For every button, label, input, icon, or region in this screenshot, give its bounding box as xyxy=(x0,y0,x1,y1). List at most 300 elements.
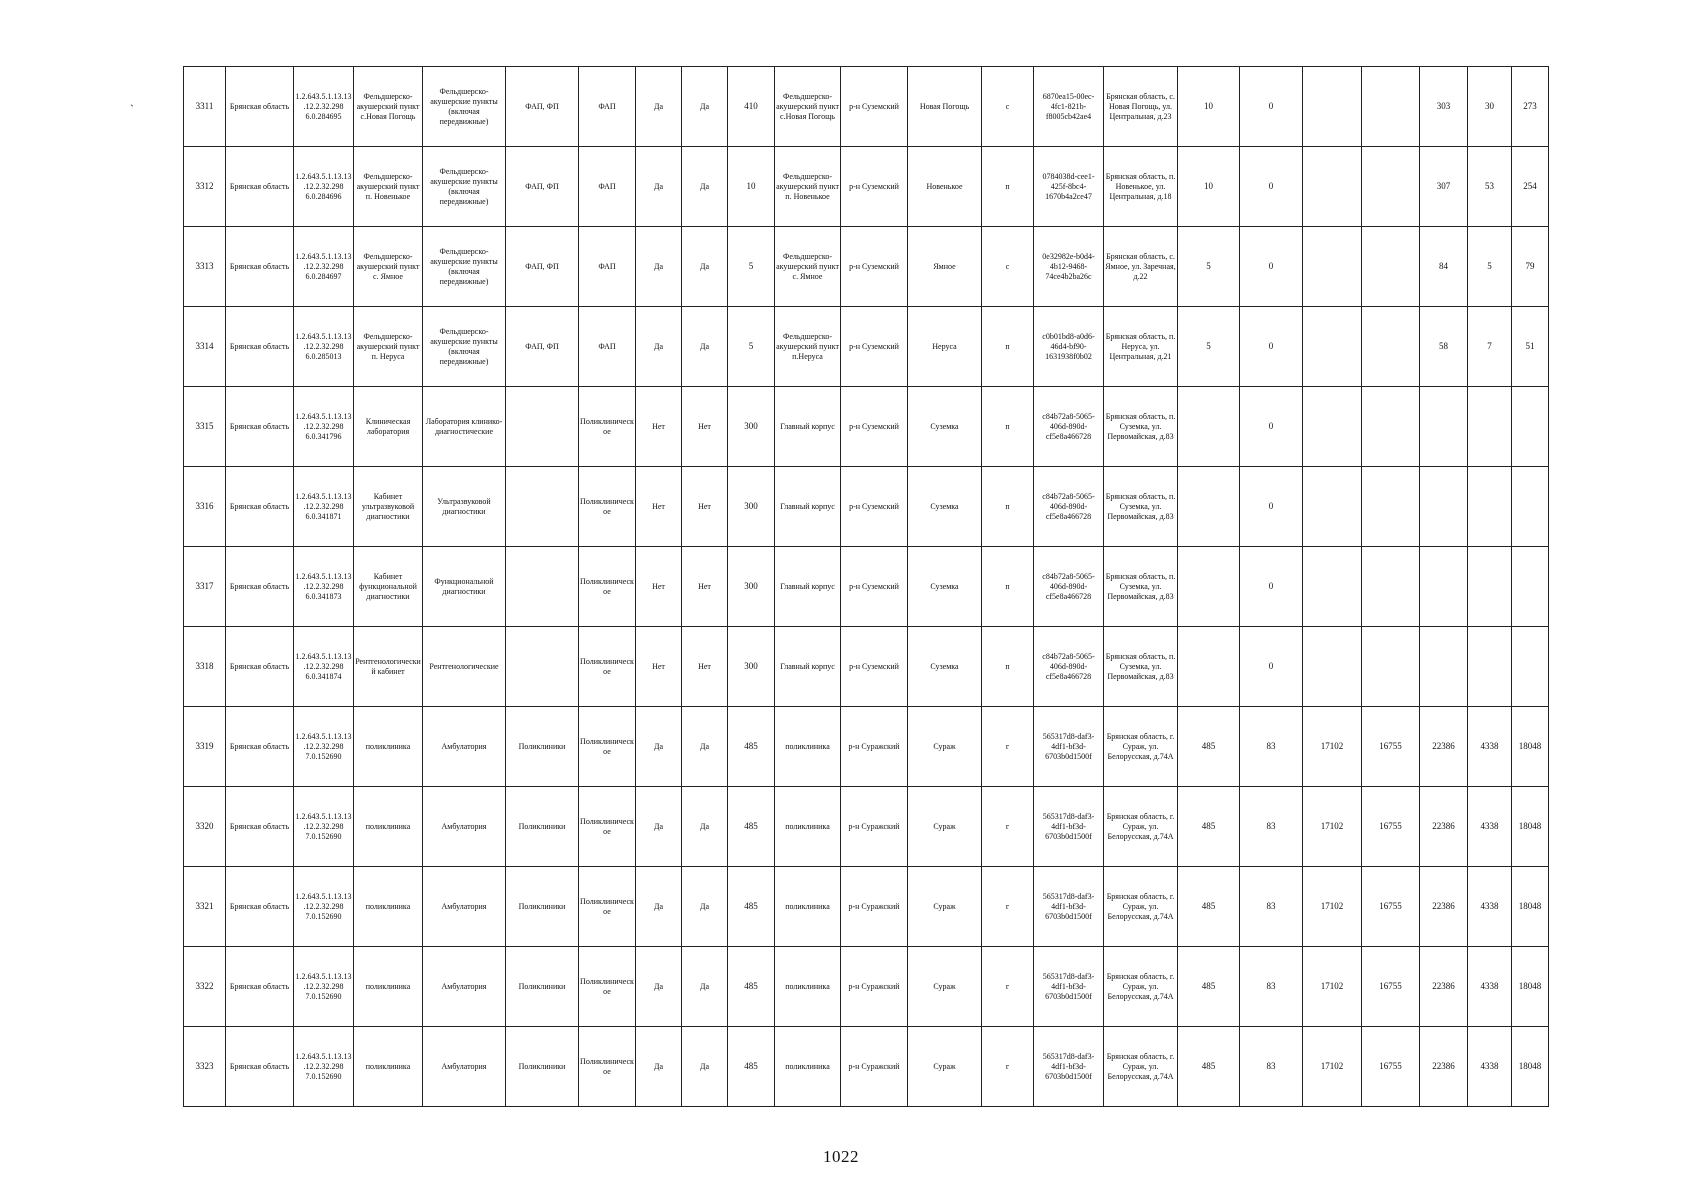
count-d-cell xyxy=(1362,147,1420,227)
care-type-cell: Поликлиническое xyxy=(579,1027,636,1107)
building-name-cell: поликлиника xyxy=(775,1027,841,1107)
region-cell: Брянская область xyxy=(226,147,294,227)
address-cell: Брянская область, п. Неруса, ул. Центральная, д.21 xyxy=(1104,307,1178,387)
settlement-type-cell: п xyxy=(982,467,1034,547)
count-g-cell: 51 xyxy=(1512,307,1549,387)
org-type-cell: Поликлиники xyxy=(506,707,579,787)
count-f-cell: 4338 xyxy=(1468,867,1512,947)
care-type-cell: ФАП xyxy=(579,67,636,147)
count-g-cell: 18048 xyxy=(1512,787,1549,867)
settlement-type-cell: п xyxy=(982,627,1034,707)
count-c-cell xyxy=(1303,307,1362,387)
org-type-cell: Поликлиники xyxy=(506,787,579,867)
building-name-cell: поликлиника xyxy=(775,947,841,1027)
settlement-cell: Суземка xyxy=(908,627,982,707)
count-g-cell xyxy=(1512,467,1549,547)
count-f-cell: 4338 xyxy=(1468,707,1512,787)
flag-b-cell: Да xyxy=(682,307,728,387)
oid-code-cell: 1.2.643.5.1.13.13.12.2.32.298 6.0.285013 xyxy=(294,307,354,387)
building-name-cell: поликлиника xyxy=(775,707,841,787)
settlement-cell: Сураж xyxy=(908,787,982,867)
unit-name-cell: поликлиника xyxy=(354,947,423,1027)
address-cell: Брянская область, г. Сураж, ул. Белорусская, д.74А xyxy=(1104,947,1178,1027)
flag-a-cell: Да xyxy=(636,947,682,1027)
oid-code-cell: 1.2.643.5.1.13.13.12.2.32.298 6.0.284696 xyxy=(294,147,354,227)
org-type-cell: Поликлиники xyxy=(506,947,579,1027)
settlement-cell: Сураж xyxy=(908,867,982,947)
count-f-cell: 53 xyxy=(1468,147,1512,227)
unit-name-cell: Фельдшерско-акушерский пункт с.Новая Погощь xyxy=(354,67,423,147)
count-c-cell: 17102 xyxy=(1303,867,1362,947)
building-name-cell: Фельдшерско-акушерский пункт п.Неруса xyxy=(775,307,841,387)
count-e-cell: 22386 xyxy=(1420,867,1468,947)
unit-name-cell: Фельдшерско-акушерский пункт п. Новенькое xyxy=(354,147,423,227)
flag-b-cell: Да xyxy=(682,147,728,227)
count-f-cell xyxy=(1468,547,1512,627)
count-b-cell: 83 xyxy=(1240,867,1303,947)
count-a-cell: 485 xyxy=(1178,867,1240,947)
district-cell: р-н Суражский xyxy=(841,787,908,867)
count-b-cell: 0 xyxy=(1240,147,1303,227)
unit-name-cell: поликлиника xyxy=(354,867,423,947)
table-row xyxy=(184,387,1549,467)
capacity-cell: 485 xyxy=(728,867,775,947)
settlement-type-cell: г xyxy=(982,867,1034,947)
oid-code-cell: 1.2.643.5.1.13.13.12.2.32.298 7.0.152690 xyxy=(294,787,354,867)
address-cell: Брянская область, г. Сураж, ул. Белорусская, д.74А xyxy=(1104,707,1178,787)
count-a-cell: 485 xyxy=(1178,787,1240,867)
capacity-cell: 5 xyxy=(728,227,775,307)
table-row xyxy=(184,1027,1549,1107)
count-g-cell xyxy=(1512,627,1549,707)
capacity-cell: 485 xyxy=(728,707,775,787)
unit-type-cell: Амбулатория xyxy=(423,947,506,1027)
count-a-cell: 10 xyxy=(1178,67,1240,147)
row-number-cell: 3322 xyxy=(184,947,226,1027)
capacity-cell: 5 xyxy=(728,307,775,387)
count-c-cell xyxy=(1303,147,1362,227)
building-name-cell: Главный корпус xyxy=(775,467,841,547)
row-number-cell: 3314 xyxy=(184,307,226,387)
count-d-cell xyxy=(1362,227,1420,307)
address-cell: Брянская область, п. Суземка, ул. Первомайская, д.83 xyxy=(1104,627,1178,707)
building-name-cell: поликлиника xyxy=(775,787,841,867)
care-type-cell: ФАП xyxy=(579,307,636,387)
count-g-cell: 18048 xyxy=(1512,707,1549,787)
count-e-cell xyxy=(1420,387,1468,467)
row-number-cell: 3323 xyxy=(184,1027,226,1107)
count-b-cell: 83 xyxy=(1240,947,1303,1027)
count-f-cell xyxy=(1468,627,1512,707)
flag-a-cell: Да xyxy=(636,147,682,227)
capacity-cell: 300 xyxy=(728,627,775,707)
capacity-cell: 410 xyxy=(728,67,775,147)
table-row xyxy=(184,147,1549,227)
settlement-cell: Ямное xyxy=(908,227,982,307)
address-cell: Брянская область, с. Новая Погощь, ул. Центральная, д.23 xyxy=(1104,67,1178,147)
table-row xyxy=(184,547,1549,627)
count-f-cell xyxy=(1468,467,1512,547)
district-cell: р-н Суземский xyxy=(841,147,908,227)
table-row xyxy=(184,947,1549,1027)
flag-b-cell: Нет xyxy=(682,467,728,547)
building-name-cell: Фельдшерско-акушерский пункт с.Новая Погощь xyxy=(775,67,841,147)
district-cell: р-н Суземский xyxy=(841,467,908,547)
care-type-cell: Поликлиническое xyxy=(579,947,636,1027)
count-a-cell: 5 xyxy=(1178,227,1240,307)
capacity-cell: 485 xyxy=(728,787,775,867)
unit-type-cell: Ультразвуковой диагностики xyxy=(423,467,506,547)
count-d-cell xyxy=(1362,547,1420,627)
district-cell: р-н Суземский xyxy=(841,387,908,467)
settlement-cell: Суземка xyxy=(908,547,982,627)
flag-b-cell: Да xyxy=(682,867,728,947)
oid-code-cell: 1.2.643.5.1.13.13.12.2.32.298 6.0.341873 xyxy=(294,547,354,627)
count-g-cell: 273 xyxy=(1512,67,1549,147)
org-type-cell: Поликлиники xyxy=(506,867,579,947)
count-d-cell: 16755 xyxy=(1362,947,1420,1027)
registry-table xyxy=(183,66,1549,1107)
count-g-cell: 18048 xyxy=(1512,947,1549,1027)
count-f-cell: 7 xyxy=(1468,307,1512,387)
fias-guid-cell: 565317d8-daf3-4df1-bf3d-6703b0d1500f xyxy=(1034,787,1104,867)
flag-b-cell: Да xyxy=(682,707,728,787)
region-cell: Брянская область xyxy=(226,947,294,1027)
flag-a-cell: Нет xyxy=(636,547,682,627)
row-number-cell: 3313 xyxy=(184,227,226,307)
count-a-cell xyxy=(1178,627,1240,707)
region-cell: Брянская область xyxy=(226,787,294,867)
count-f-cell: 5 xyxy=(1468,227,1512,307)
fias-guid-cell: 565317d8-daf3-4df1-bf3d-6703b0d1500f xyxy=(1034,947,1104,1027)
count-e-cell: 58 xyxy=(1420,307,1468,387)
address-cell: Брянская область, г. Сураж, ул. Белорусская, д.74А xyxy=(1104,1027,1178,1107)
care-type-cell: Поликлиническое xyxy=(579,787,636,867)
count-c-cell xyxy=(1303,547,1362,627)
row-number-cell: 3311 xyxy=(184,67,226,147)
fias-guid-cell: 0784038d-cee1-425f-8bc4-1670b4a2ce47 xyxy=(1034,147,1104,227)
row-number-cell: 3318 xyxy=(184,627,226,707)
district-cell: р-н Суземский xyxy=(841,627,908,707)
count-e-cell: 303 xyxy=(1420,67,1468,147)
region-cell: Брянская область xyxy=(226,307,294,387)
count-g-cell: 79 xyxy=(1512,227,1549,307)
row-number-cell: 3320 xyxy=(184,787,226,867)
building-name-cell: Главный корпус xyxy=(775,387,841,467)
unit-name-cell: Фельдшерско-акушерский пункт п. Неруса xyxy=(354,307,423,387)
unit-type-cell: Амбулатория xyxy=(423,867,506,947)
settlement-type-cell: п xyxy=(982,547,1034,627)
region-cell: Брянская область xyxy=(226,1027,294,1107)
district-cell: р-н Суражский xyxy=(841,867,908,947)
fias-guid-cell: c0b01bd8-a0d6-46d4-bf90-1631938f0b02 xyxy=(1034,307,1104,387)
capacity-cell: 10 xyxy=(728,147,775,227)
care-type-cell: ФАП xyxy=(579,227,636,307)
count-d-cell: 16755 xyxy=(1362,707,1420,787)
unit-name-cell: поликлиника xyxy=(354,707,423,787)
count-b-cell: 0 xyxy=(1240,627,1303,707)
count-c-cell: 17102 xyxy=(1303,947,1362,1027)
unit-name-cell: Кабинет ультразвуковой диагностики xyxy=(354,467,423,547)
flag-b-cell: Да xyxy=(682,947,728,1027)
table-row xyxy=(184,867,1549,947)
oid-code-cell: 1.2.643.5.1.13.13.12.2.32.298 7.0.152690 xyxy=(294,867,354,947)
page-number: 1022 xyxy=(823,1147,859,1166)
count-c-cell xyxy=(1303,67,1362,147)
row-number-cell: 3316 xyxy=(184,467,226,547)
district-cell: р-н Суземский xyxy=(841,227,908,307)
flag-b-cell: Да xyxy=(682,787,728,867)
unit-name-cell: поликлиника xyxy=(354,1027,423,1107)
count-e-cell: 84 xyxy=(1420,227,1468,307)
count-a-cell: 485 xyxy=(1178,947,1240,1027)
unit-name-cell: Фельдшерско-акушерский пункт с. Ямное xyxy=(354,227,423,307)
settlement-cell: Новая Погощь xyxy=(908,67,982,147)
flag-a-cell: Да xyxy=(636,307,682,387)
settlement-type-cell: г xyxy=(982,947,1034,1027)
capacity-cell: 300 xyxy=(728,387,775,467)
unit-type-cell: Функциональной диагностики xyxy=(423,547,506,627)
unit-type-cell: Амбулатория xyxy=(423,1027,506,1107)
settlement-cell: Новенькое xyxy=(908,147,982,227)
table-row xyxy=(184,467,1549,547)
settlement-type-cell: п xyxy=(982,307,1034,387)
unit-name-cell: Клиническая лаборатория xyxy=(354,387,423,467)
flag-b-cell: Да xyxy=(682,1027,728,1107)
fias-guid-cell: 0e32982e-b0d4-4b12-9468-74ce4b2ba26c xyxy=(1034,227,1104,307)
care-type-cell: Поликлиническое xyxy=(579,867,636,947)
address-cell: Брянская область, г. Сураж, ул. Белорусская, д.74А xyxy=(1104,787,1178,867)
settlement-cell: Сураж xyxy=(908,707,982,787)
capacity-cell: 485 xyxy=(728,947,775,1027)
count-g-cell: 254 xyxy=(1512,147,1549,227)
unit-type-cell: Амбулатория xyxy=(423,787,506,867)
count-d-cell: 16755 xyxy=(1362,867,1420,947)
address-cell: Брянская область, с. Ямное, ул. Заречная, д.22 xyxy=(1104,227,1178,307)
settlement-type-cell: п xyxy=(982,147,1034,227)
address-cell: Брянская область, п. Суземка, ул. Первомайская, д.83 xyxy=(1104,387,1178,467)
fias-guid-cell: c84b72a8-5065-406d-890d-cf5e8a466728 xyxy=(1034,387,1104,467)
count-e-cell: 307 xyxy=(1420,147,1468,227)
region-cell: Брянская область xyxy=(226,467,294,547)
count-d-cell xyxy=(1362,307,1420,387)
count-f-cell: 4338 xyxy=(1468,947,1512,1027)
oid-code-cell: 1.2.643.5.1.13.13.12.2.32.298 6.0.341874 xyxy=(294,627,354,707)
count-e-cell: 22386 xyxy=(1420,787,1468,867)
region-cell: Брянская область xyxy=(226,867,294,947)
count-a-cell xyxy=(1178,547,1240,627)
count-c-cell: 17102 xyxy=(1303,707,1362,787)
count-e-cell: 22386 xyxy=(1420,1027,1468,1107)
count-g-cell xyxy=(1512,387,1549,467)
address-cell: Брянская область, п. Новенькое, ул. Центральная, д.18 xyxy=(1104,147,1178,227)
district-cell: р-н Суражский xyxy=(841,707,908,787)
settlement-cell: Сураж xyxy=(908,947,982,1027)
count-c-cell xyxy=(1303,227,1362,307)
flag-a-cell: Да xyxy=(636,787,682,867)
count-e-cell: 22386 xyxy=(1420,947,1468,1027)
table-row xyxy=(184,307,1549,387)
page-mark: ` xyxy=(130,102,134,116)
settlement-cell: Суземка xyxy=(908,467,982,547)
unit-name-cell: Кабинет функциональной диагностики xyxy=(354,547,423,627)
settlement-type-cell: с xyxy=(982,67,1034,147)
row-number-cell: 3319 xyxy=(184,707,226,787)
count-c-cell xyxy=(1303,467,1362,547)
district-cell: р-н Суземский xyxy=(841,547,908,627)
unit-name-cell: поликлиника xyxy=(354,787,423,867)
org-type-cell: ФАП, ФП xyxy=(506,67,579,147)
region-cell: Брянская область xyxy=(226,67,294,147)
unit-type-cell: Рентгенологические xyxy=(423,627,506,707)
care-type-cell: Поликлиническое xyxy=(579,387,636,467)
building-name-cell: Главный корпус xyxy=(775,547,841,627)
flag-a-cell: Нет xyxy=(636,387,682,467)
address-cell: Брянская область, п. Суземка, ул. Первомайская, д.83 xyxy=(1104,467,1178,547)
count-c-cell: 17102 xyxy=(1303,787,1362,867)
settlement-type-cell: с xyxy=(982,227,1034,307)
address-cell: Брянская область, п. Суземка, ул. Первомайская, д.83 xyxy=(1104,547,1178,627)
row-number-cell: 3317 xyxy=(184,547,226,627)
count-c-cell: 17102 xyxy=(1303,1027,1362,1107)
count-e-cell xyxy=(1420,467,1468,547)
unit-type-cell: Фельдшерско-акушерские пункты (включая передвижные) xyxy=(423,67,506,147)
settlement-cell: Неруса xyxy=(908,307,982,387)
count-a-cell: 485 xyxy=(1178,1027,1240,1107)
unit-type-cell: Фельдшерско-акушерские пункты (включая передвижные) xyxy=(423,307,506,387)
flag-b-cell: Нет xyxy=(682,547,728,627)
region-cell: Брянская область xyxy=(226,707,294,787)
table-row xyxy=(184,627,1549,707)
count-g-cell xyxy=(1512,547,1549,627)
row-number-cell: 3315 xyxy=(184,387,226,467)
care-type-cell: Поликлиническое xyxy=(579,627,636,707)
count-c-cell xyxy=(1303,627,1362,707)
care-type-cell: ФАП xyxy=(579,147,636,227)
oid-code-cell: 1.2.643.5.1.13.13.12.2.32.298 7.0.152690 xyxy=(294,707,354,787)
settlement-cell: Суземка xyxy=(908,387,982,467)
settlement-type-cell: г xyxy=(982,1027,1034,1107)
region-cell: Брянская область xyxy=(226,387,294,467)
fias-guid-cell: 565317d8-daf3-4df1-bf3d-6703b0d1500f xyxy=(1034,1027,1104,1107)
district-cell: р-н Суражский xyxy=(841,947,908,1027)
count-a-cell: 5 xyxy=(1178,307,1240,387)
region-cell: Брянская область xyxy=(226,547,294,627)
org-type-cell xyxy=(506,547,579,627)
count-a-cell: 10 xyxy=(1178,147,1240,227)
oid-code-cell: 1.2.643.5.1.13.13.12.2.32.298 7.0.152690 xyxy=(294,947,354,1027)
count-g-cell: 18048 xyxy=(1512,1027,1549,1107)
org-type-cell xyxy=(506,627,579,707)
fias-guid-cell: 6870ea15-00ec-4fc1-821b-f8005cb42ae4 xyxy=(1034,67,1104,147)
unit-type-cell: Фельдшерско-акушерские пункты (включая передвижные) xyxy=(423,227,506,307)
table-row xyxy=(184,787,1549,867)
settlement-type-cell: г xyxy=(982,787,1034,867)
building-name-cell: Главный корпус xyxy=(775,627,841,707)
count-a-cell: 485 xyxy=(1178,707,1240,787)
count-b-cell: 0 xyxy=(1240,547,1303,627)
flag-a-cell: Да xyxy=(636,67,682,147)
table-row xyxy=(184,67,1549,147)
care-type-cell: Поликлиническое xyxy=(579,467,636,547)
count-b-cell: 0 xyxy=(1240,387,1303,467)
fias-guid-cell: 565317d8-daf3-4df1-bf3d-6703b0d1500f xyxy=(1034,867,1104,947)
count-b-cell: 0 xyxy=(1240,307,1303,387)
oid-code-cell: 1.2.643.5.1.13.13.12.2.32.298 6.0.341871 xyxy=(294,467,354,547)
unit-type-cell: Лаборатория клинико-диагностические xyxy=(423,387,506,467)
count-d-cell: 16755 xyxy=(1362,1027,1420,1107)
unit-type-cell: Фельдшерско-акушерские пункты (включая передвижные) xyxy=(423,147,506,227)
building-name-cell: поликлиника xyxy=(775,867,841,947)
org-type-cell: Поликлиники xyxy=(506,1027,579,1107)
org-type-cell: ФАП, ФП xyxy=(506,147,579,227)
count-b-cell: 0 xyxy=(1240,467,1303,547)
fias-guid-cell: 565317d8-daf3-4df1-bf3d-6703b0d1500f xyxy=(1034,707,1104,787)
unit-type-cell: Амбулатория xyxy=(423,707,506,787)
org-type-cell xyxy=(506,467,579,547)
count-f-cell xyxy=(1468,387,1512,467)
fias-guid-cell: c84b72a8-5065-406d-890d-cf5e8a466728 xyxy=(1034,547,1104,627)
count-b-cell: 83 xyxy=(1240,787,1303,867)
count-d-cell xyxy=(1362,627,1420,707)
care-type-cell: Поликлиническое xyxy=(579,547,636,627)
count-e-cell xyxy=(1420,627,1468,707)
settlement-type-cell: п xyxy=(982,387,1034,467)
flag-b-cell: Нет xyxy=(682,387,728,467)
count-d-cell xyxy=(1362,467,1420,547)
count-d-cell xyxy=(1362,387,1420,467)
district-cell: р-н Суражский xyxy=(841,1027,908,1107)
org-type-cell: ФАП, ФП xyxy=(506,227,579,307)
building-name-cell: Фельдшерско-акушерский пункт п. Новенькое xyxy=(775,147,841,227)
district-cell: р-н Суземский xyxy=(841,307,908,387)
flag-a-cell: Да xyxy=(636,867,682,947)
count-b-cell: 0 xyxy=(1240,227,1303,307)
region-cell: Брянская область xyxy=(226,627,294,707)
table-row xyxy=(184,227,1549,307)
unit-name-cell: Рентгенологический кабинет xyxy=(354,627,423,707)
count-b-cell: 83 xyxy=(1240,1027,1303,1107)
count-a-cell xyxy=(1178,467,1240,547)
flag-a-cell: Да xyxy=(636,227,682,307)
flag-b-cell: Нет xyxy=(682,627,728,707)
fias-guid-cell: c84b72a8-5065-406d-890d-cf5e8a466728 xyxy=(1034,467,1104,547)
flag-a-cell: Да xyxy=(636,707,682,787)
settlement-cell: Сураж xyxy=(908,1027,982,1107)
org-type-cell xyxy=(506,387,579,467)
count-f-cell: 30 xyxy=(1468,67,1512,147)
capacity-cell: 300 xyxy=(728,547,775,627)
capacity-cell: 300 xyxy=(728,467,775,547)
oid-code-cell: 1.2.643.5.1.13.13.12.2.32.298 6.0.284695 xyxy=(294,67,354,147)
flag-b-cell: Да xyxy=(682,67,728,147)
district-cell: р-н Суземский xyxy=(841,67,908,147)
region-cell: Брянская область xyxy=(226,227,294,307)
count-g-cell: 18048 xyxy=(1512,867,1549,947)
flag-a-cell: Нет xyxy=(636,467,682,547)
count-c-cell xyxy=(1303,387,1362,467)
count-f-cell: 4338 xyxy=(1468,787,1512,867)
count-d-cell xyxy=(1362,67,1420,147)
count-a-cell xyxy=(1178,387,1240,467)
org-type-cell: ФАП, ФП xyxy=(506,307,579,387)
oid-code-cell: 1.2.643.5.1.13.13.12.2.32.298 6.0.341796 xyxy=(294,387,354,467)
row-number-cell: 3321 xyxy=(184,867,226,947)
flag-a-cell: Да xyxy=(636,1027,682,1107)
care-type-cell: Поликлиническое xyxy=(579,707,636,787)
capacity-cell: 485 xyxy=(728,1027,775,1107)
flag-a-cell: Нет xyxy=(636,627,682,707)
